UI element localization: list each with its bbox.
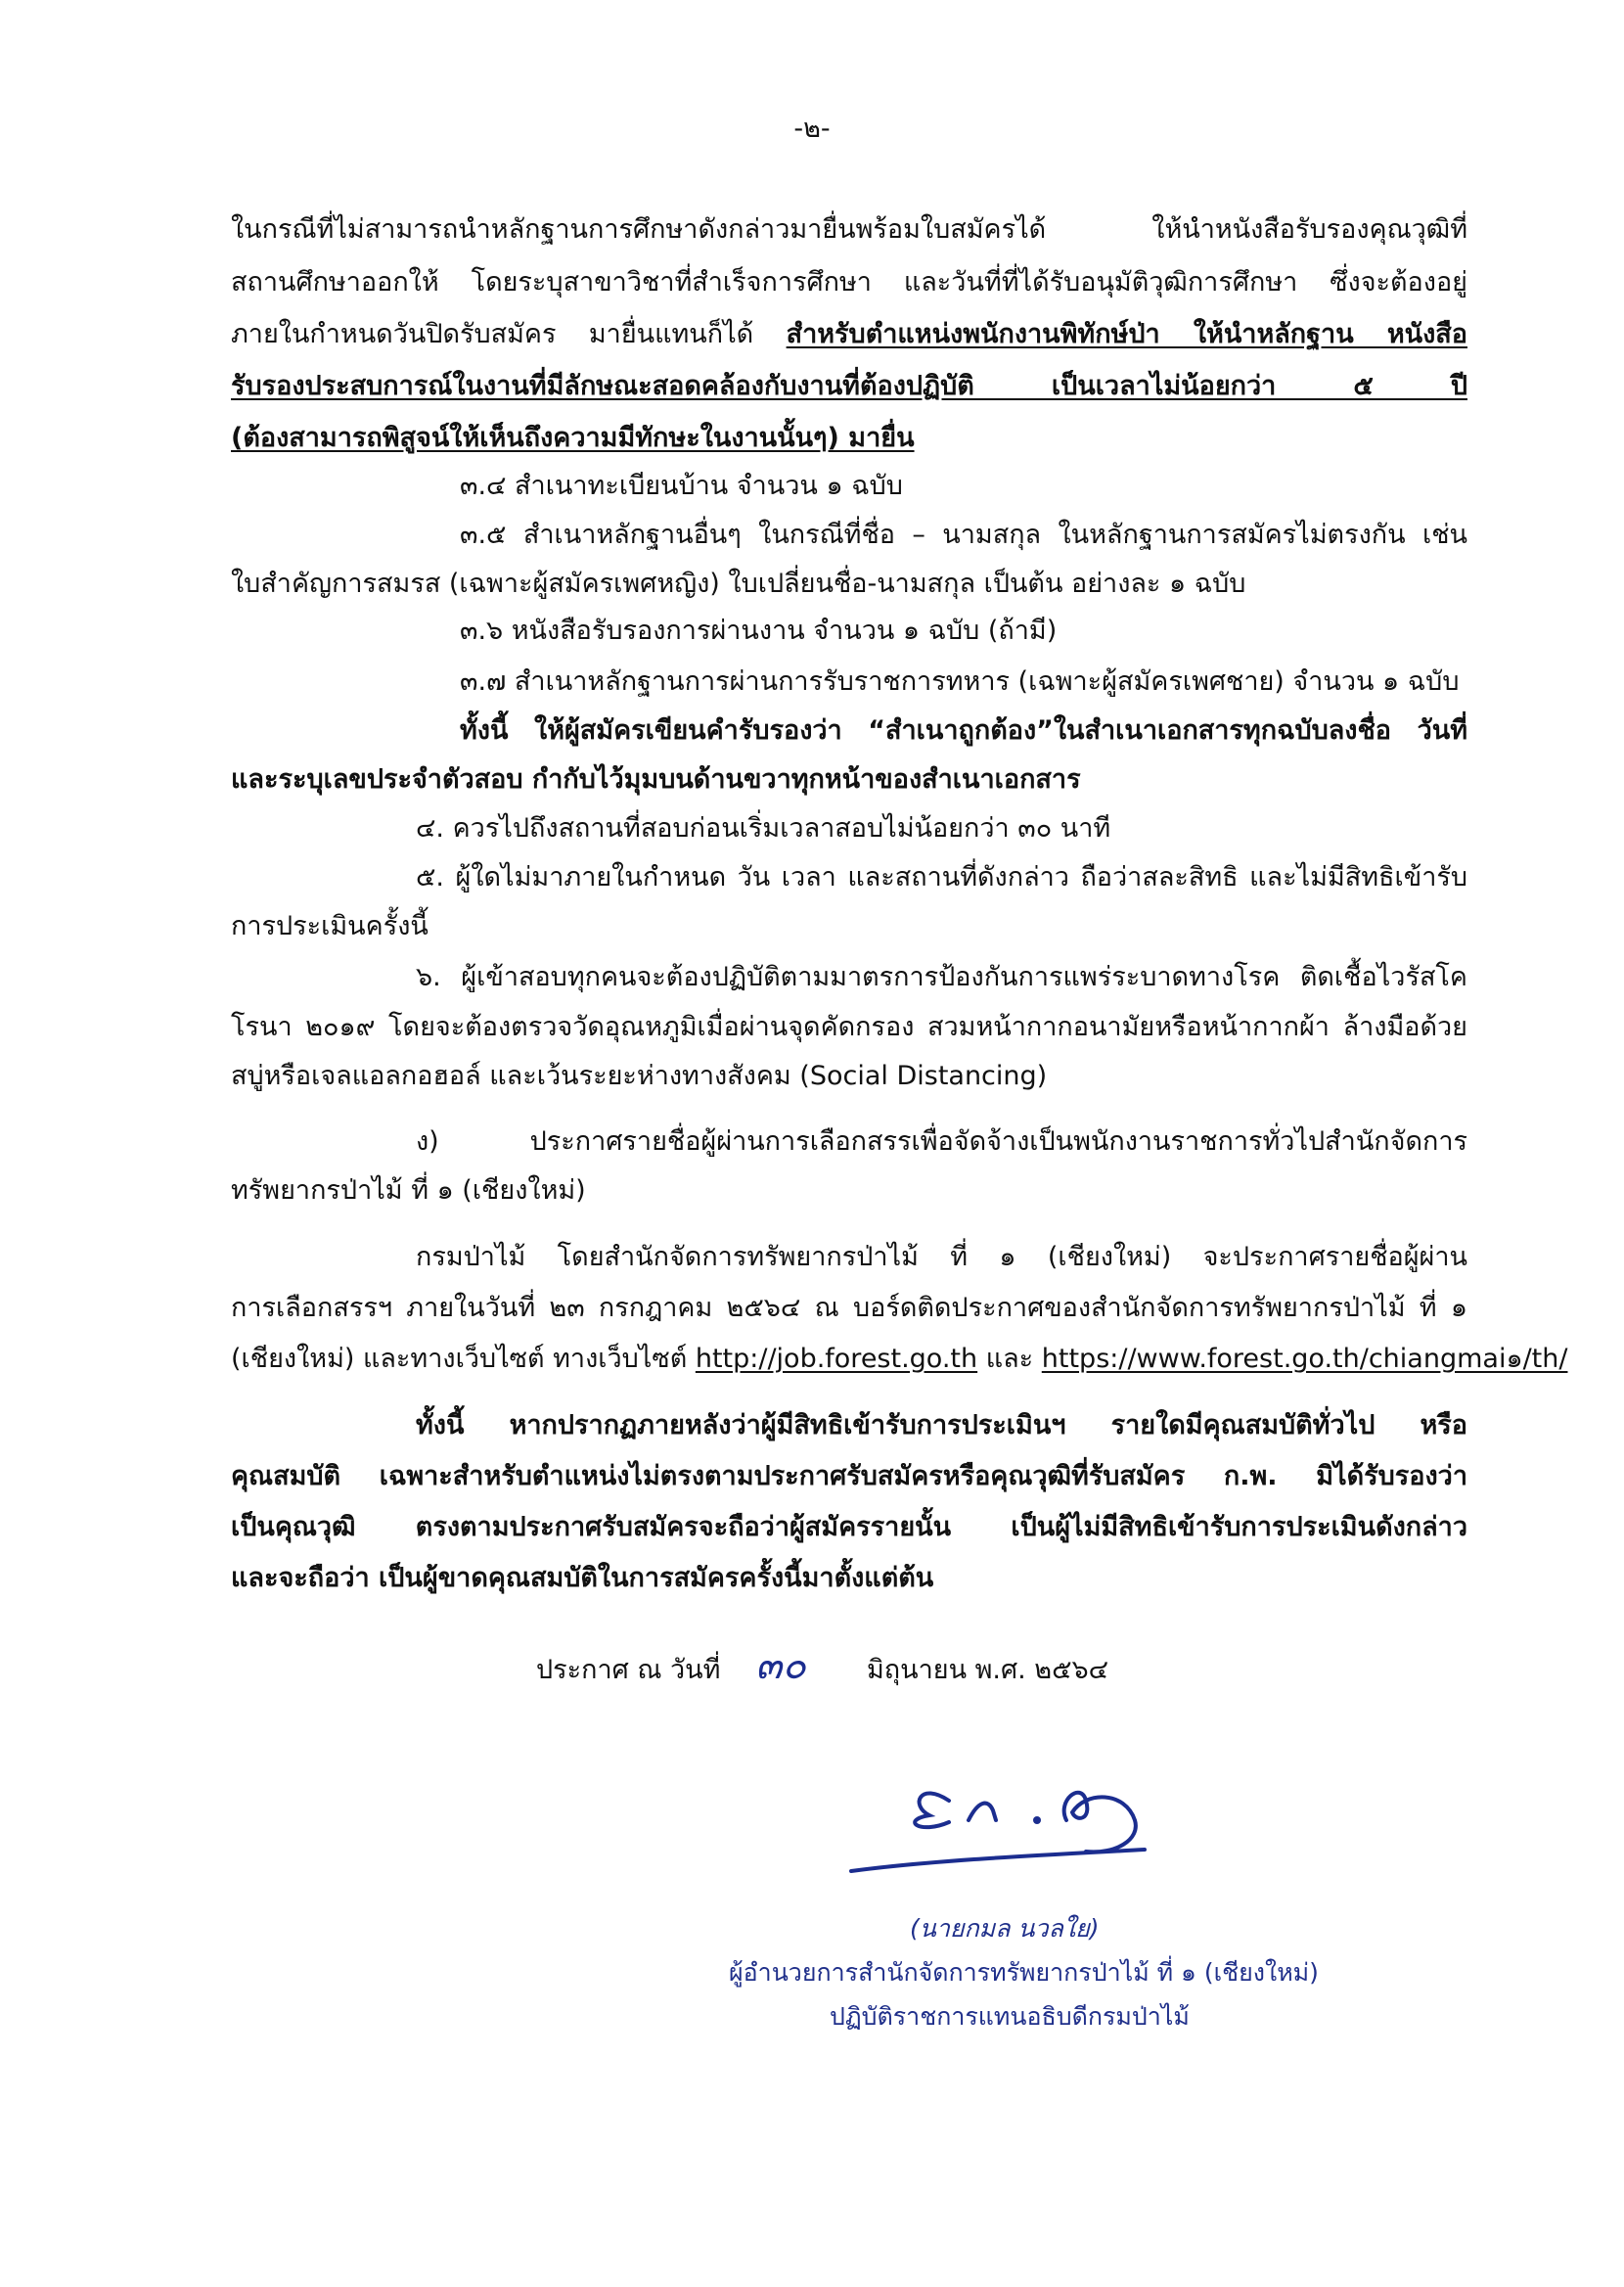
page-number: -๒- bbox=[793, 114, 831, 144]
item-3-6: ๓.๖ หนังสือรับรองการผ่านงาน จำนวน ๑ ฉบับ (ถ้ามี) bbox=[460, 616, 1058, 646]
para1-line3 bbox=[231, 318, 1467, 351]
final-note-line1: ทั้งนี้ หากปรากฏภายหลังว่าผู้มีสิทธิเข้ารับการประเมินฯ รายใดมีคุณสมบัติทั่วไป หรือ bbox=[416, 1410, 1467, 1441]
announce-line3-a: (เชียงใหม่) และทางเว็บไซต์ ทางเว็บไซต์ bbox=[231, 1344, 696, 1374]
signatory-title-2: ปฏิบัติราชการแทนอธิบดีกรมป่าไม้ bbox=[830, 2002, 1190, 2031]
signatory-name: (นายกมล นวลใย) bbox=[910, 1914, 1100, 1943]
para1-line5: (ต้องสามารถพิสูจน์ให้เห็นถึงความมีทักษะในงานนั้นๆ) มายื่น bbox=[231, 423, 915, 453]
item-3-5-line2: ใบสำคัญการสมรส (เฉพาะผู้สมัครเพศหญิง) ใบเปลี่ยนชื่อ-นามสกุล เป็นต้น อย่างละ ๑ ฉบับ bbox=[231, 569, 1246, 599]
section-d-line2: ทรัพยากรป่าไม้ ที่ ๑ (เชียงใหม่) bbox=[231, 1175, 586, 1206]
handwritten-signature bbox=[841, 1761, 1194, 1889]
item-4: ๔. ควรไปถึงสถานที่สอบก่อนเริ่มเวลาสอบไม่น้อยกว่า ๓๐ นาที bbox=[416, 813, 1111, 844]
item-3-7: ๓.๗ สำเนาหลักฐานการผ่านการรับราชการทหาร (เฉพาะผู้สมัครเพศชาย) จำนวน ๑ ฉบับ bbox=[460, 666, 1460, 697]
section-d-line1: ง) ประกาศรายชื่อผู้ผ่านการเลือกสรรเพื่อจัดจ้างเป็นพนักงานราชการทั่วไปสำนักจัดการ bbox=[416, 1126, 1467, 1157]
para1-line4: รับรองประสบการณ์ในงานที่มีลักษณะสอดคล้องกับงานที่ต้องปฏิบัติ เป็นเวลาไม่น้อยกว่า ๕ ปี bbox=[231, 371, 1467, 401]
para1-line3-plain: ภายในกำหนดวันปิดรับสมัคร มายื่นแทนก็ได้ bbox=[231, 319, 787, 349]
item-6-line2: โรนา ๒๐๑๙ โดยจะต้องตรวจวัดอุณหภูมิเมื่อผ่านจุดคัดกรอง สวมหน้ากากอนามัยหรือหน้ากากผ้า ล้างมือด้วย bbox=[231, 1012, 1467, 1042]
announce-line3 bbox=[231, 1343, 1568, 1376]
final-note-line4: และจะถือว่า เป็นผู้ขาดคุณสมบัติในการสมัครครั้งนี้มาตั้งแต่ต้น bbox=[231, 1563, 934, 1593]
para1-line2: สถานศึกษาออกให้ โดยระบุสาขาวิชาที่สำเร็จการศึกษา และวันที่ที่ได้รับอนุมัติวุฒิการศึกษา ซึ่งจะต้องอยู่ bbox=[231, 267, 1467, 297]
link-forest-chiangmai[interactable]: https://www.forest.go.th/chiangmai๑/th/ bbox=[1041, 1344, 1568, 1374]
item-5-line2: การประเมินครั้งนี้ bbox=[231, 911, 429, 941]
dateline-day: ๓๐ bbox=[755, 1643, 806, 1688]
item-5-line1: ๕. ผู้ใดไม่มาภายในกำหนด วัน เวลา และสถานที่ดังกล่าว ถือว่าสละสิทธิ และไม่มีสิทธิเข้ารับ bbox=[416, 862, 1467, 892]
item-6-line1: ๖. ผู้เข้าสอบทุกคนจะต้องปฏิบัติตามมาตรการป้องกันการแพร่ระบาดทางโรค ติดเชื้อไวรัสโค bbox=[416, 962, 1467, 992]
certify-note-line1: ทั้งนี้ ให้ผู้สมัครเขียนคำรับรองว่า “สำเนาถูกต้อง”ในสำเนาเอกสารทุกฉบับลงชื่อ วันที่ bbox=[460, 715, 1467, 746]
para1-line1: ในกรณีที่ไม่สามารถนำหลักฐานการศึกษาดังกล่าวมายื่นพร้อมใบสมัครได้ ให้นำหนังสือรับรองคุณวุฒิที่ bbox=[231, 214, 1467, 245]
dateline-prefix: ประกาศ ณ วันที่ bbox=[536, 1655, 721, 1685]
item-6-line3: สบู่หรือเจลแอลกอฮอล์ และเว้นระยะห่างทางสังคม (Social Distancing) bbox=[231, 1061, 1048, 1091]
announce-line2: การเลือกสรรฯ ภายในวันที่ ๒๓ กรกฎาคม ๒๕๖๔ ณ บอร์ดติดประกาศของสำนักจัดการทรัพยากรป่าไม้ ที่ ๑ bbox=[231, 1293, 1467, 1323]
certify-note-line2: และระบุเลขประจำตัวสอบ กำกับไว้มุมบนด้านขวาทุกหน้าของสำเนาเอกสาร bbox=[231, 764, 1081, 795]
dateline-month-year: มิถุนายน พ.ศ. ๒๕๖๔ bbox=[867, 1655, 1109, 1685]
final-note-line2: คุณสมบัติ เฉพาะสำหรับตำแหน่งไม่ตรงตามประกาศรับสมัครหรือคุณวุฒิที่รับสมัคร ก.พ. มิได้รับรองว่า bbox=[231, 1461, 1467, 1491]
final-note-line3: เป็นคุณวุฒิ ตรงตามประกาศรับสมัครจะถือว่าผู้สมัครรายนั้น เป็นผู้ไม่มีสิทธิเข้ารับการประเมินดังกล่าว bbox=[231, 1512, 1467, 1542]
link-job-forest[interactable]: http://job.forest.go.th bbox=[695, 1344, 978, 1374]
signatory-title-1: ผู้อำนวยการสำนักจัดการทรัพยากรป่าไม้ ที่ ๑ (เชียงใหม่) bbox=[729, 1958, 1319, 1987]
announce-line1: กรมป่าไม้ โดยสำนักจัดการทรัพยากรป่าไม้ ที่ ๑ (เชียงใหม่) จะประกาศรายชื่อผู้ผ่าน bbox=[416, 1242, 1467, 1272]
announce-line3-b: และ bbox=[977, 1344, 1042, 1374]
item-3-4: ๓.๔ สำเนาทะเบียนบ้าน จำนวน ๑ ฉบับ bbox=[460, 471, 903, 501]
item-3-5-line1: ๓.๕ สำเนาหลักฐานอื่นๆ ในกรณีที่ชื่อ – นามสกุล ในหลักฐานการสมัครไม่ตรงกัน เช่น bbox=[460, 520, 1467, 550]
para1-line3-bold: สำหรับตำแหน่งพนักงานพิทักษ์ป่า ให้นำหลักฐาน หนังสือ bbox=[786, 319, 1467, 349]
